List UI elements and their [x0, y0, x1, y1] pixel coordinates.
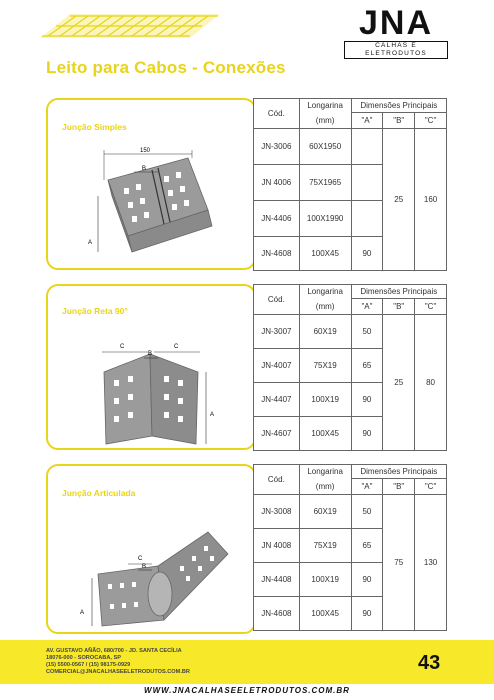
table-row: [254, 129, 447, 165]
cell-a: [351, 129, 383, 165]
section-juncao-simples: [46, 98, 446, 270]
col-header-c: "C": [415, 113, 447, 129]
product-panel: [46, 98, 256, 270]
spec-table: [253, 284, 447, 451]
cell-code: JN-4608: [254, 237, 300, 271]
section-juncao-reta-90: [46, 284, 446, 452]
panel-title: Junção Articulada: [62, 488, 136, 498]
dim-label-b: B: [142, 166, 147, 172]
cell-longarina: 75X19: [299, 349, 351, 383]
col-header-longarina-unit: (mm): [299, 299, 351, 315]
footer-contact: [46, 648, 190, 676]
col-header-a: "A": [351, 113, 383, 129]
cell-a: 50: [351, 315, 383, 349]
cell-c: 160: [415, 129, 447, 271]
cell-code: JN-3006: [254, 129, 300, 165]
cell-c: 80: [415, 315, 447, 451]
section-juncao-articulada: [46, 464, 446, 634]
col-header-longarina: Longarina: [299, 465, 351, 479]
cell-code: JN-3008: [254, 495, 300, 529]
col-header-b: "B": [383, 299, 415, 315]
product-panel: [46, 464, 256, 634]
product-illustration: [68, 514, 254, 632]
cell-a: 90: [351, 383, 383, 417]
spec-table-wrapper: [253, 98, 447, 271]
col-header-longarina: Longarina: [299, 285, 351, 299]
cell-a: [351, 165, 383, 201]
panel-title: Junção Simples: [62, 122, 127, 132]
cell-a: [351, 201, 383, 237]
header-pattern: [30, 8, 230, 44]
spec-table-wrapper: [253, 284, 447, 451]
col-header-c: "C": [415, 299, 447, 315]
cell-longarina: 60X1950: [299, 129, 351, 165]
col-header-longarina-unit: (mm): [299, 113, 351, 129]
product-illustration: [88, 332, 238, 448]
dim-label-a: A: [88, 240, 93, 246]
cell-b: 75: [383, 495, 415, 631]
cell-a: 90: [351, 563, 383, 597]
dim-label-a: A: [210, 412, 215, 418]
cell-longarina: 100X19: [299, 563, 351, 597]
cell-code: JN 4008: [254, 529, 300, 563]
cell-code: JN-4407: [254, 383, 300, 417]
dim-label-a: A: [80, 610, 85, 616]
cell-longarina: 60X19: [299, 495, 351, 529]
cell-code: JN 4006: [254, 165, 300, 201]
cell-b: 25: [383, 129, 415, 271]
cell-a: 65: [351, 529, 383, 563]
cell-a: 65: [351, 349, 383, 383]
col-header-c: "C": [415, 479, 447, 495]
cell-code: JN-3007: [254, 315, 300, 349]
cell-code: JN-4608: [254, 597, 300, 631]
cell-a: 90: [351, 597, 383, 631]
dim-label-c-left: C: [120, 344, 125, 350]
page-title: Leito para Cabos - Conexões: [46, 58, 286, 77]
table-row: [254, 495, 447, 529]
dim-label-c-right: C: [174, 344, 179, 350]
brand-logo: [342, 4, 450, 57]
logo-subtitle: CALHAS E ELETRODUTOS: [344, 41, 448, 59]
col-header-code: Cód.: [254, 99, 300, 129]
col-header-dims: Dimensões Principais: [351, 465, 446, 479]
cell-longarina: 100X45: [299, 237, 351, 271]
spec-table-wrapper: [253, 464, 447, 631]
product-panel: [46, 284, 256, 450]
spec-table: [253, 464, 447, 631]
cell-code: JN-4607: [254, 417, 300, 451]
cell-c: 130: [415, 495, 447, 631]
dim-label-b: B: [142, 564, 147, 570]
logo-mark: JNA: [358, 4, 434, 42]
dim-label-c: C: [138, 556, 143, 562]
spec-table: [253, 98, 447, 271]
col-header-longarina: Longarina: [299, 99, 351, 113]
panel-title: Junção Reta 90°: [62, 306, 128, 316]
cell-code: JN-4406: [254, 201, 300, 237]
cell-a: 90: [351, 417, 383, 451]
col-header-b: "B": [383, 113, 415, 129]
cell-a: 90: [351, 237, 383, 271]
footer-email-line[interactable]: COMERCIAL@JNACALHASEELETRODUTOS.COM.BR: [46, 669, 190, 675]
dim-label-b: B: [148, 351, 153, 357]
col-header-longarina-unit: (mm): [299, 479, 351, 495]
footer-city-line: 18076-000 - SOROCABA, SP: [46, 655, 121, 661]
dim-label-150: 150: [140, 148, 151, 154]
footer-website-link[interactable]: WWW.JNACALHASEELETRODUTOS.COM.BR: [144, 686, 350, 695]
cell-b: 25: [383, 315, 415, 451]
col-header-a: "A": [351, 479, 383, 495]
col-header-b: "B": [383, 479, 415, 495]
footer-phone-line: (15) 5500-0567 / (15) 98175-0929: [46, 662, 131, 668]
cell-longarina: 100X45: [299, 417, 351, 451]
cell-longarina: 100X1990: [299, 201, 351, 237]
footer-address-line: AV. GUSTAVO AÑÃO, 680/700 - JD. SANTA CECÍLIA: [46, 648, 182, 654]
product-illustration: [68, 140, 248, 268]
col-header-code: Cód.: [254, 285, 300, 315]
cell-a: 50: [351, 495, 383, 529]
cell-longarina: 75X1965: [299, 165, 351, 201]
col-header-a: "A": [351, 299, 383, 315]
cell-longarina: 100X19: [299, 383, 351, 417]
cell-code: JN-4007: [254, 349, 300, 383]
col-header-dims: Dimensões Principais: [351, 285, 446, 299]
page-number: 43: [418, 652, 441, 674]
col-header-dims: Dimensões Principais: [351, 99, 446, 113]
cell-longarina: 100X45: [299, 597, 351, 631]
cell-longarina: 60X19: [299, 315, 351, 349]
col-header-code: Cód.: [254, 465, 300, 495]
cell-longarina: 75X19: [299, 529, 351, 563]
cell-code: JN-4408: [254, 563, 300, 597]
table-row: [254, 315, 447, 349]
